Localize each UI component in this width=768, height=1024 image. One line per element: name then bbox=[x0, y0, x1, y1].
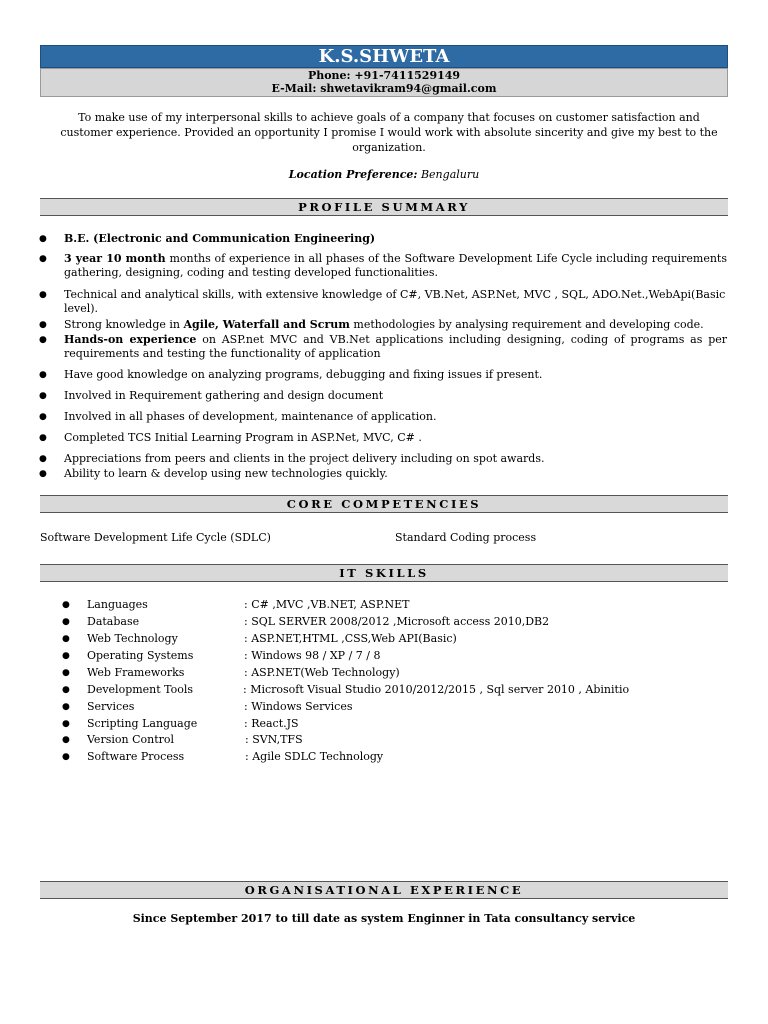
competency-item: Standard Coding process bbox=[395, 531, 537, 544]
bullet-icon: ● bbox=[62, 719, 70, 729]
bullet-icon: ● bbox=[39, 454, 47, 464]
candidate-name: K.S.SHWETA bbox=[318, 46, 450, 67]
skill-value: : Microsoft Visual Studio 2010/2012/2015 , Sql server 2010 , Abinitio bbox=[243, 683, 630, 696]
bullet-icon: ● bbox=[39, 412, 47, 422]
skill-value: : Agile SDLC Technology bbox=[245, 750, 384, 763]
skill-value: : React.JS bbox=[244, 717, 299, 730]
location-preference bbox=[40, 168, 728, 181]
skill-label: Development Tools bbox=[87, 683, 194, 696]
contact-box bbox=[40, 68, 728, 97]
bullet-icon: ● bbox=[39, 469, 47, 479]
skill-value: : ASP.NET,HTML ,CSS,Web API(Basic) bbox=[244, 632, 457, 645]
skill-label: Web Technology bbox=[87, 632, 178, 645]
bullet-icon: ● bbox=[62, 702, 70, 712]
bullet-icon: ● bbox=[62, 685, 70, 695]
it-skills-header: IT SKILLS bbox=[40, 564, 728, 582]
bullet-icon: ● bbox=[39, 234, 47, 244]
skill-label: Scripting Language bbox=[87, 717, 198, 730]
bullet-icon: ● bbox=[62, 617, 70, 627]
skill-label: Version Control bbox=[87, 733, 175, 746]
bullet-icon: ● bbox=[62, 600, 70, 610]
bullet-icon: ● bbox=[62, 651, 70, 661]
objective-paragraph: To make use of my interpersonal skills to achieve goals of a company that focuses on customer satisfaction and customer experience. Provided an opportunity I promise I would work with absolute sincerity and give my best to the organization. bbox=[60, 111, 718, 154]
bullet-icon: ● bbox=[39, 290, 47, 300]
skill-value: : C# ,MVC ,VB.NET, ASP.NET bbox=[244, 598, 410, 611]
skill-value: : SVN,TFS bbox=[245, 733, 303, 746]
skill-value: : ASP.NET(Web Technology) bbox=[244, 666, 400, 679]
bullet-icon: ● bbox=[39, 370, 47, 380]
organisational-experience-header: ORGANISATIONAL EXPERIENCE bbox=[40, 881, 728, 899]
bullet-icon: ● bbox=[39, 433, 47, 443]
skill-label: Operating Systems bbox=[87, 649, 194, 662]
skill-label: Database bbox=[87, 615, 140, 628]
skill-label: Software Process bbox=[87, 750, 185, 763]
bullet-icon: ● bbox=[39, 320, 47, 330]
experience-line: Since September 2017 to till date as system Enginner in Tata consultancy service bbox=[132, 912, 636, 925]
skill-label: Services bbox=[87, 700, 135, 713]
bullet-icon: ● bbox=[62, 735, 70, 745]
skill-label: Languages bbox=[87, 598, 148, 611]
profile-summary-header: PROFILE SUMMARY bbox=[40, 198, 728, 216]
skill-value: : Windows Services bbox=[244, 700, 353, 713]
bullet-icon: ● bbox=[62, 634, 70, 644]
competency-item: Software Development Life Cycle (SDLC) bbox=[40, 531, 271, 544]
bullet-icon: ● bbox=[39, 254, 47, 264]
bullet-icon: ● bbox=[39, 335, 47, 345]
name-banner bbox=[40, 45, 728, 68]
location-value: Bengaluru bbox=[420, 168, 480, 181]
skill-value: : Windows 98 / XP / 7 / 8 bbox=[244, 649, 381, 662]
bullet-icon: ● bbox=[62, 668, 70, 678]
skill-label: Web Frameworks bbox=[87, 666, 185, 679]
core-competencies-header: CORE COMPETENCIES bbox=[40, 495, 728, 513]
location-label: Location Preference: bbox=[288, 168, 418, 181]
email-text: E-Mail: shwetavikram94@gmail.com bbox=[271, 82, 497, 95]
bullet-icon: ● bbox=[62, 752, 70, 762]
phone-text: Phone: +91-7411529149 bbox=[307, 69, 461, 82]
bullet-icon: ● bbox=[39, 391, 47, 401]
skill-value: : SQL SERVER 2008/2012 ,Microsoft access 2010,DB2 bbox=[244, 615, 550, 628]
